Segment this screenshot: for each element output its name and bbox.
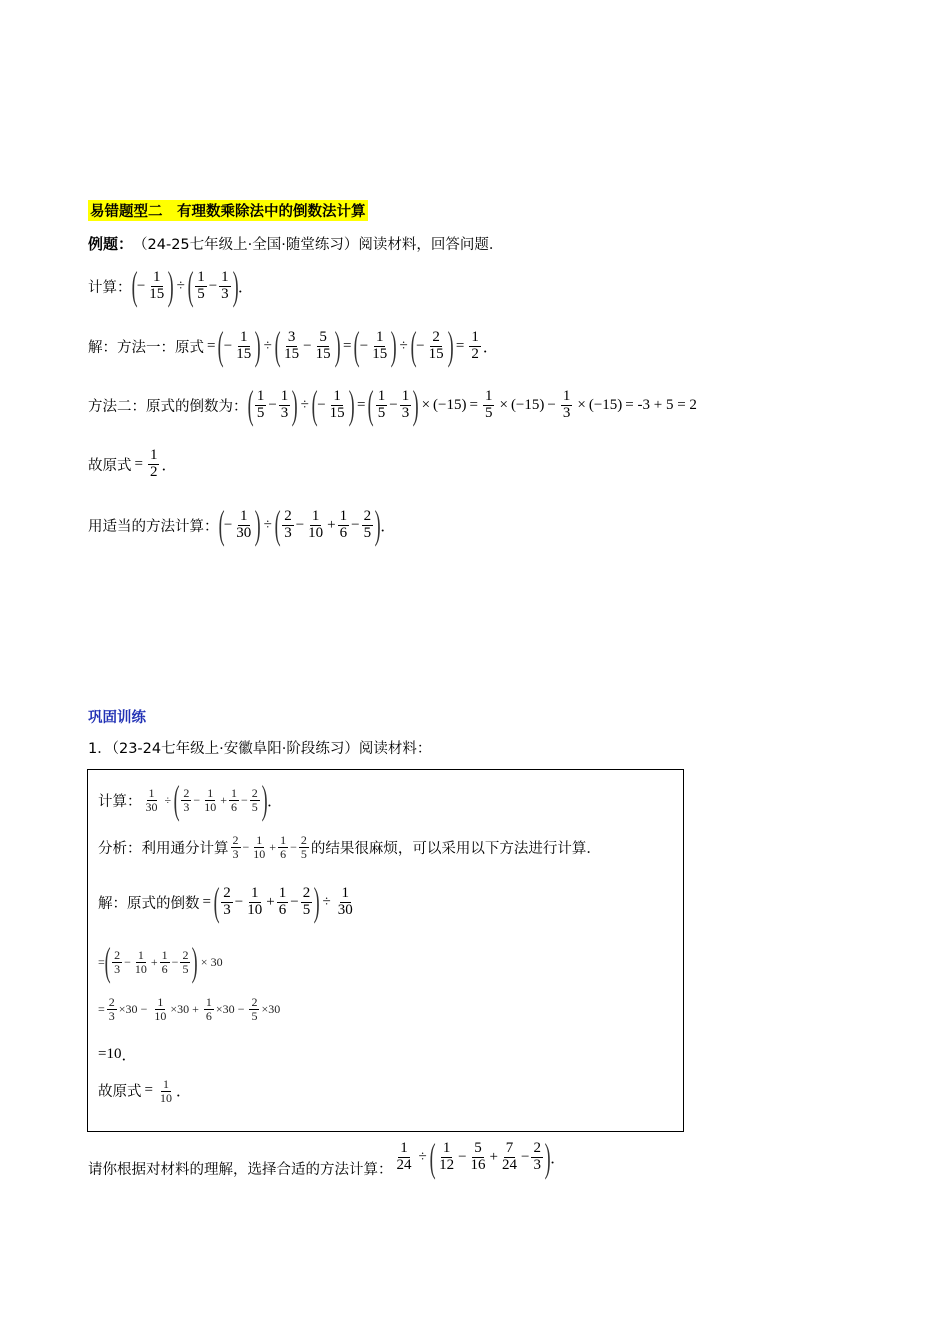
- box-calc-label: 计算：: [98, 793, 142, 810]
- box-analysis-suffix: 的结果很麻烦，可以采用以下方法进行计算．: [310, 840, 601, 857]
- practice-title: 巩固训练: [88, 710, 146, 726]
- method1-expression: = ( − $\frac{1}{15}$ ) ÷ ( $\frac{3}{15}$ − $\frac{5}{15}$ ) = ( − $\frac{1}{15}$ ) ÷ ( − $\frac{2}{15}$ ) = $\frac{1}{2}$ ．: [207, 323, 498, 368]
- solution-label: 解：方法一：原式: [88, 339, 204, 356]
- box-calc-expression: $\frac{1}{30}$ ÷ ( $\frac{2}{3}$ − $\frac{1}{10}$ + $\frac{1}{6}$ − $\frac{2}{5}$ ) ．: [145, 777, 283, 822]
- box-solution-line: [98, 879, 357, 924]
- example-header: [88, 233, 503, 254]
- task-expression: ( − $\frac{1}{30}$ ) ÷ ( $\frac{2}{3}$ − $\frac{1}{10}$ + $\frac{1}{6}$ − $\frac{2}{5}$ ) ．: [218, 502, 396, 547]
- method1-line: [88, 323, 498, 368]
- example-source: （24-25七年级上·全国·随堂练习）阅读材料，回答问题．: [133, 237, 504, 253]
- method2-line: [88, 382, 700, 427]
- box-analysis-line: [98, 834, 601, 860]
- box-calc-line: [98, 777, 283, 822]
- material-box: [87, 769, 684, 1132]
- conclusion-line: [88, 448, 176, 481]
- box-step1-expression: = ( $\frac{2}{3}$ − $\frac{1}{10}$ + $\frac{1}{6}$ − $\frac{2}{5}$ ) × 30: [98, 939, 223, 984]
- section-title: 易错题型二 有理数乘除法中的倒数法计算: [88, 200, 368, 221]
- method2-expression: ( $\frac{1}{5}$ − $\frac{1}{3}$ ) ÷ ( − $\frac{1}{15}$ ) = ( $\frac{1}{5}$ − $\frac{1}{3}$ ) × (−15) = $\frac{1}{5}$ × (−15) − $\frac{1}{3}$ × (−15) = -3 + 5 = 2: [247, 382, 697, 427]
- box-conclusion-expression: = $\frac{1}{10}$ ．: [144, 1077, 191, 1105]
- practice-title-row: [88, 706, 146, 727]
- q1-source-row: [88, 737, 431, 758]
- box-conclusion-line: [98, 1077, 191, 1104]
- box-analysis-expression: $\frac{2}{3}$ − $\frac{1}{10}$ + $\frac{1}{6}$ − $\frac{2}{5}$: [232, 833, 307, 861]
- box-step1-line: [98, 939, 223, 984]
- section-title-row: [88, 200, 368, 221]
- conclusion-label: 故原式: [88, 457, 132, 474]
- box-result-line: =10 ．: [98, 1046, 137, 1064]
- calc-expression: ( − $\frac{1}{15}$ ) ÷ ( $\frac{1}{5}$ − $\frac{1}{3}$ ) ．: [131, 263, 253, 308]
- final-task-expression: $\frac{1}{24}$ ÷ ( $\frac{1}{12}$ − $\frac{5}{16}$ + $\frac{7}{24}$ − $\frac{2}{3}$ ) ．: [396, 1134, 566, 1180]
- box-conclusion-label: 故原式: [98, 1084, 142, 1101]
- final-task-line: [88, 1136, 565, 1179]
- calc-label: 计算：: [88, 279, 132, 296]
- conclusion-expression: = $\frac{1}{2}$ ．: [134, 447, 177, 480]
- q1-source: 1．（23-24七年级上·安徽阜阳·阶段练习）阅读材料：: [88, 741, 432, 757]
- box-step2-expression: = $\frac{2}{3}$ ×30 − $\frac{1}{10}$ ×30 + $\frac{1}{6}$ ×30 − $\frac{2}{5}$ ×30: [98, 995, 281, 1023]
- task-label: 用适当的方法计算：: [88, 518, 219, 535]
- example-label: 例题：: [88, 235, 134, 253]
- box-result: =10: [98, 1046, 122, 1062]
- final-task-label: 请你根据对材料的理解，选择合适的方法计算：: [88, 1162, 393, 1178]
- example-calc-line: [88, 263, 253, 308]
- box-analysis-prefix: 分析：利用通分计算: [98, 840, 229, 857]
- task-line: [88, 502, 396, 547]
- method2-tail: = -3 + 5 = 2: [625, 396, 697, 413]
- box-step2-line: [98, 996, 280, 1022]
- box-solution-expression: = ( $\frac{2}{3}$ − $\frac{1}{10}$ + $\frac{1}{6}$ − $\frac{2}{5}$ ) ÷ $\frac{1}{30}$: [202, 879, 353, 924]
- box-solution-label: 解：原式的倒数: [98, 895, 200, 912]
- method2-label: 方法二：原式的倒数为：: [88, 398, 248, 415]
